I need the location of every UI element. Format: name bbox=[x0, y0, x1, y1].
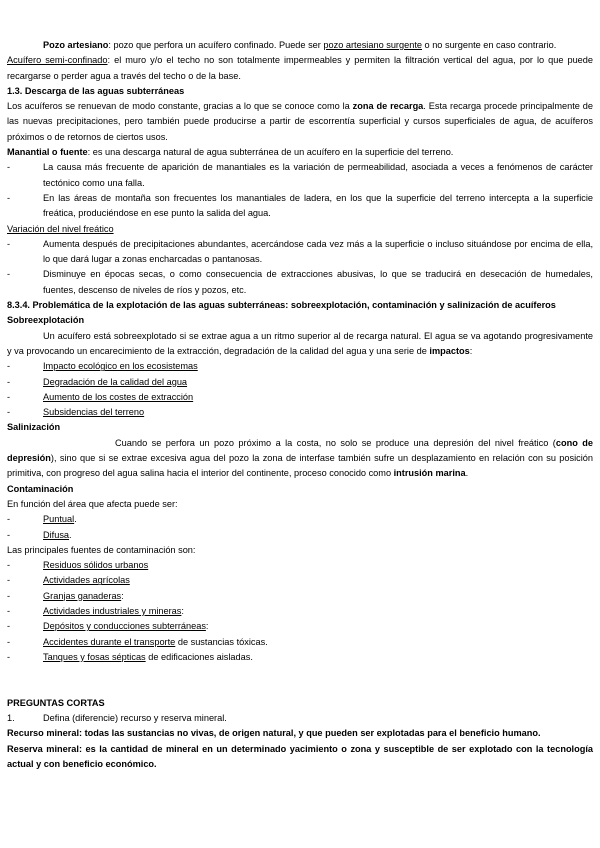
term-acuifero-semi: Acuífero semi-confinado bbox=[7, 55, 108, 66]
bullet-dash: - bbox=[7, 651, 11, 662]
text: ), sino que si se extrae excesiva agua del pozo la zona de interfase también sufre un desplazamiento en relación con su posición primitiva, con progreso del agua salina hacia el interior del continente, proceso conocido como bbox=[7, 453, 593, 479]
text: : es una descarga natural de agua subterránea de un acuífero en la superficie del terreno. bbox=[87, 147, 454, 158]
fuente-item: Accidentes durante el transporte bbox=[43, 636, 176, 647]
term-pozo-surgente: pozo artesiano surgente bbox=[323, 40, 422, 50]
paragraph-acuifero-semi bbox=[7, 53, 593, 84]
list-item bbox=[7, 512, 593, 527]
list-item bbox=[7, 267, 593, 298]
bullet-dash: - bbox=[7, 636, 11, 647]
list-item bbox=[7, 405, 593, 420]
document-page bbox=[7, 38, 593, 772]
list-item bbox=[7, 160, 593, 191]
paragraph-area: En función del área que afecta puede ser: bbox=[7, 498, 178, 509]
bullet-dash: - bbox=[7, 621, 11, 632]
list-item bbox=[7, 619, 593, 634]
question-text: Defina (diferencie) recurso y reserva mineral. bbox=[43, 713, 227, 724]
term-cono-depresion: cono de depresión bbox=[7, 437, 593, 464]
fuente-item: Tanques y fosas sépticas bbox=[43, 651, 146, 662]
heading-preguntas-cortas: PREGUNTAS CORTAS bbox=[7, 697, 105, 708]
paragraph-manantial bbox=[7, 145, 593, 160]
list-item bbox=[7, 650, 593, 665]
subheading-variacion: Variación del nivel freático bbox=[7, 223, 114, 234]
heading-1-3: 1.3. Descarga de las aguas subterráneas bbox=[7, 85, 185, 96]
bullet-dash: - bbox=[7, 162, 11, 173]
bullet-dash: - bbox=[7, 514, 11, 525]
heading-contaminacion: Contaminación bbox=[7, 483, 74, 494]
term-zona-recarga: zona de recarga bbox=[352, 101, 424, 112]
list-item-text: La causa más frecuente de aparición de manantiales es la variación de permeabilidad, asociada a veces a fenómenos de carácter tectónico como una falla. bbox=[43, 162, 593, 188]
list-item bbox=[7, 573, 593, 588]
bullet-dash: - bbox=[7, 238, 11, 249]
bullet-dash: - bbox=[7, 560, 11, 571]
bullet-dash: - bbox=[7, 575, 11, 586]
fuente-item-rest: : bbox=[121, 590, 124, 601]
list-item bbox=[7, 635, 593, 650]
fuente-item-rest: de edificaciones aisladas. bbox=[145, 651, 253, 662]
fuente-item: Depósitos y conducciones subterráneas bbox=[43, 621, 206, 632]
fuente-item: Actividades industriales y mineras bbox=[43, 605, 182, 616]
bullet-dash: - bbox=[7, 391, 11, 402]
bullet-dash: - bbox=[7, 407, 11, 418]
term-manantial: Manantial o fuente bbox=[7, 147, 88, 158]
list-item bbox=[7, 390, 593, 405]
fuente-item-rest: de sustancias tóxicas. bbox=[175, 636, 268, 647]
fuente-item-rest: : bbox=[181, 605, 184, 616]
bullet-dash: - bbox=[7, 605, 11, 616]
term-impactos: impactos bbox=[429, 345, 470, 356]
question-item bbox=[7, 711, 593, 726]
bullet-dash: - bbox=[7, 269, 11, 280]
bullet-dash: - bbox=[7, 590, 11, 601]
list-item-text: Disminuye en épocas secas, o como consecuencia de extracciones abusivas, lo que se traducirá en desecación de humedales, fuentes, descenso de niveles de ríos y pozos, etc. bbox=[43, 269, 593, 295]
paragraph-salinizacion bbox=[7, 436, 593, 482]
question-number: 1. bbox=[7, 713, 15, 724]
text: Cuando se perfora un pozo próximo a la costa, no solo se produce una depresión del nivel freático ( bbox=[115, 437, 556, 448]
bullet-dash: - bbox=[7, 192, 11, 203]
fuente-item: Granjas ganaderas bbox=[43, 590, 122, 601]
bullet-dash: - bbox=[7, 361, 11, 372]
list-item-text: En las áreas de montaña son frecuentes los manantiales de ladera, en los que la superficie del terreno intercepta a la superficie freática, produciéndose en ese punto la salida del agua. bbox=[43, 192, 593, 219]
fuente-item: Actividades agrícolas bbox=[43, 575, 130, 586]
list-item bbox=[7, 191, 593, 222]
bullet-dash: - bbox=[7, 376, 11, 387]
text: : pozo que perfora un acuífero confinado. Puede ser bbox=[108, 40, 324, 50]
heading-sobreexplotacion: Sobreexplotación bbox=[7, 315, 85, 326]
area-item: Puntual bbox=[43, 514, 75, 525]
text: . Esta recarga procede principalmente de las nuevas precipitaciones, pero también puede producirse a partir de escorrentía superficial y cursos superficiales de agua, de acuíferos próximos o de retornos de ciertos usos. bbox=[7, 101, 593, 142]
area-item: Difusa bbox=[43, 529, 70, 540]
bullet-dash: - bbox=[7, 529, 11, 540]
list-item bbox=[7, 359, 593, 374]
area-item-punct: . bbox=[74, 514, 77, 525]
impacto-item: Aumento de los costes de extracción bbox=[43, 391, 194, 402]
answer-reserva: Reserva mineral: es la cantidad de mineral en un determinado yacimiento o zona y susceptible de ser explotado con la tecnología actual y con beneficio económico. bbox=[7, 743, 593, 769]
impacto-item: Degradación de la calidad del agua bbox=[43, 376, 188, 387]
list-item bbox=[7, 604, 593, 619]
area-item-punct: . bbox=[69, 529, 72, 540]
paragraph-fuentes: Las principales fuentes de contaminación son: bbox=[7, 544, 196, 555]
list-item bbox=[7, 528, 593, 543]
term-intrusion-marina: intrusión marina bbox=[393, 468, 466, 479]
list-item bbox=[7, 375, 593, 390]
answer-recurso: Recurso mineral: todas las sustancias no vivas, de origen natural, y que pueden ser explotadas para el beneficio humano. bbox=[7, 728, 541, 739]
impacto-item: Impacto ecológico en los ecosistemas bbox=[43, 361, 198, 372]
text: o no surgente en caso contrario. bbox=[421, 40, 557, 50]
spacer bbox=[7, 665, 593, 696]
paragraph-pozo-artesiano bbox=[7, 38, 593, 53]
text: . bbox=[465, 468, 469, 479]
fuente-item: Residuos sólidos urbanos bbox=[43, 560, 149, 571]
term-pozo-artesiano: Pozo artesiano bbox=[43, 40, 109, 50]
list-item bbox=[7, 558, 593, 573]
heading-salinizacion: Salinización bbox=[7, 422, 61, 433]
impacto-item: Subsidencias del terreno bbox=[43, 407, 145, 418]
text: Los acuíferos se renuevan de modo constante, gracias a lo que se conoce como la bbox=[7, 101, 353, 112]
fuente-item-rest: : bbox=[205, 621, 209, 632]
paragraph-recarga bbox=[7, 99, 593, 145]
paragraph-sobreexplotacion bbox=[7, 329, 593, 360]
text: : el muro y/o el techo no son totalmente impermeables y permiten la filtración vertical del agua, por lo que puede recargarse o perder agua a través del techo o de la base. bbox=[7, 55, 594, 81]
text: : bbox=[469, 345, 473, 356]
list-item bbox=[7, 589, 593, 604]
list-item bbox=[7, 237, 593, 268]
list-item-text: Aumenta después de precipitaciones abundantes, acercándose cada vez más a la superficie o incluso situándose por encima de ella, lo que dará lugar a zonas encharcadas o pantanosas. bbox=[43, 238, 593, 265]
text: Un acuífero está sobreexplotado si se extrae agua a un ritmo superior al de recarga natural. El agua se va agotando progresivamente y va provocando un encarecimiento de la extracción, degradación de la calidad del agua y una serie de bbox=[7, 330, 593, 356]
heading-8-3-4: 8.3.4. Problemática de la explotación de las aguas subterráneas: sobreexplotación, contaminación y salinización de acuíferos bbox=[7, 300, 556, 311]
